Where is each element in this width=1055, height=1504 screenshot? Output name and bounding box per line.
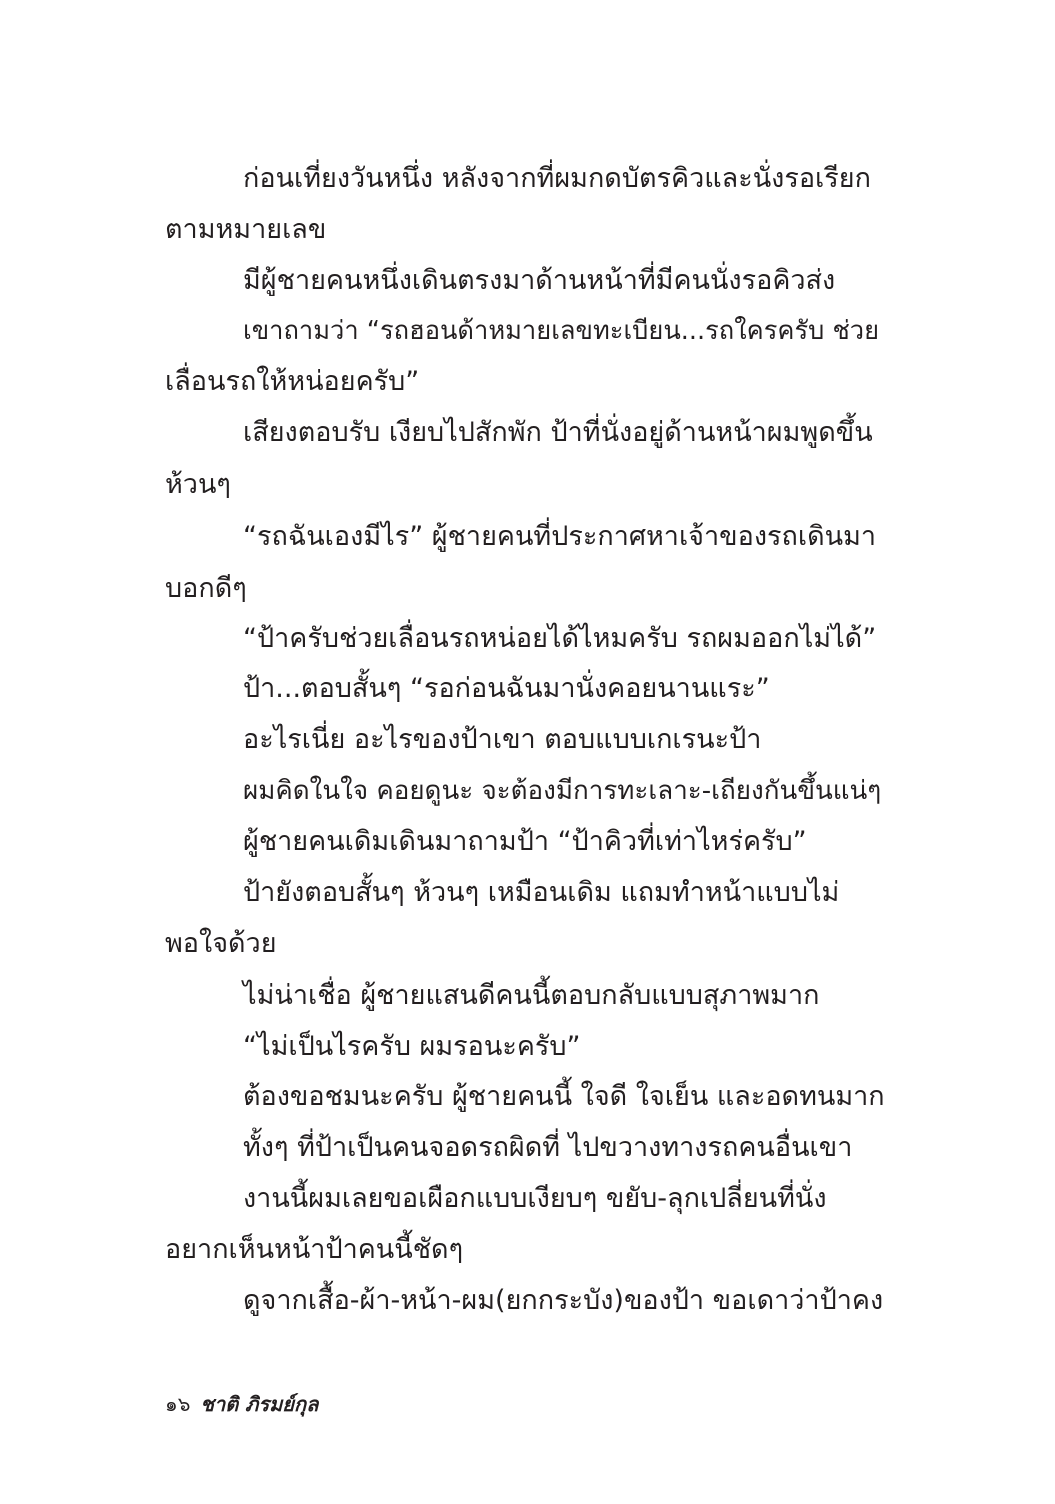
text-line: ดูจากเสื้อ-ผ้า-หน้า-ผม(ยกกระบัง)ของป้า ขอเดาว่าป้าคง <box>243 1285 884 1316</box>
text-line: ป้า...ตอบสั้นๆ “รอก่อนฉันมานั่งคอยนานแระ” <box>243 673 770 704</box>
text-line: ผู้ชายคนเดิมเดินมาถามป้า “ป้าคิวที่เท่าไหร่ครับ” <box>243 826 807 857</box>
text-line: ห้วนๆ <box>165 469 231 500</box>
text-line: เสียงตอบรับ เงียบไปสักพัก ป้าที่นั่งอยู่ด้านหน้าผมพูดขึ้น <box>243 417 873 448</box>
text-line: “ไม่เป็นไรครับ ผมรอนะครับ” <box>243 1031 581 1062</box>
text-line: ตามหมายเลข <box>165 214 327 245</box>
text-line: บอกดีๆ <box>165 573 247 604</box>
text-line: ไม่น่าเชื่อ ผู้ชายแสนดีคนนี้ตอบกลับแบบสุภาพมาก <box>243 980 820 1011</box>
page-footer <box>165 1388 318 1420</box>
text-line: อะไรเนี่ย อะไรของป้าเขา ตอบแบบเกเรนะป้า <box>243 724 762 755</box>
text-line: พอใจด้วย <box>165 928 277 959</box>
text-line: ผมคิดในใจ คอยดูนะ จะต้องมีการทะเลาะ-เถียงกันขึ้นแน่ๆ <box>243 776 882 806</box>
text-line: ก่อนเที่ยงวันหนึ่ง หลังจากที่ผมกดบัตรคิวและนั่งรอเรียก <box>243 163 871 194</box>
text-line: เลื่อนรถให้หน่อยครับ” <box>165 366 420 397</box>
text-line: เขาถามว่า “รถฮอนด้าหมายเลขทะเบียน...รถใครครับ ช่วย <box>243 316 880 346</box>
text-line: มีผู้ชายคนหนึ่งเดินตรงมาด้านหน้าที่มีคนนั่งรอคิวส่ง <box>243 265 836 296</box>
text-line: อยากเห็นหน้าป้าคนนี้ชัดๆ <box>165 1234 464 1265</box>
text-line: “ป้าครับช่วยเลื่อนรถหน่อยได้ไหมครับ รถผมออกไม่ได้” <box>243 623 877 654</box>
author-name: ชาติ ภิรมย์กุล <box>200 1392 319 1416</box>
text-line: ทั้งๆ ที่ป้าเป็นคนจอดรถผิดที่ ไปขวางทางรถคนอื่นเขา <box>243 1132 853 1163</box>
text-line: ต้องขอชมนะครับ ผู้ชายคนนี้ ใจดี ใจเย็น และอดทนมาก <box>243 1081 885 1112</box>
text-line: งานนี้ผมเลยขอเผือกแบบเงียบๆ ขยับ-ลุกเปลี่ยนที่นั่ง <box>243 1183 827 1214</box>
page-number: ๑๖ <box>165 1392 191 1416</box>
text-line: “รถฉันเองมีไร” ผู้ชายคนที่ประกาศหาเจ้าของรถเดินมา <box>243 521 877 552</box>
text-line: ป้ายังตอบสั้นๆ ห้วนๆ เหมือนเดิม แถมทำหน้าแบบไม่ <box>243 877 840 908</box>
